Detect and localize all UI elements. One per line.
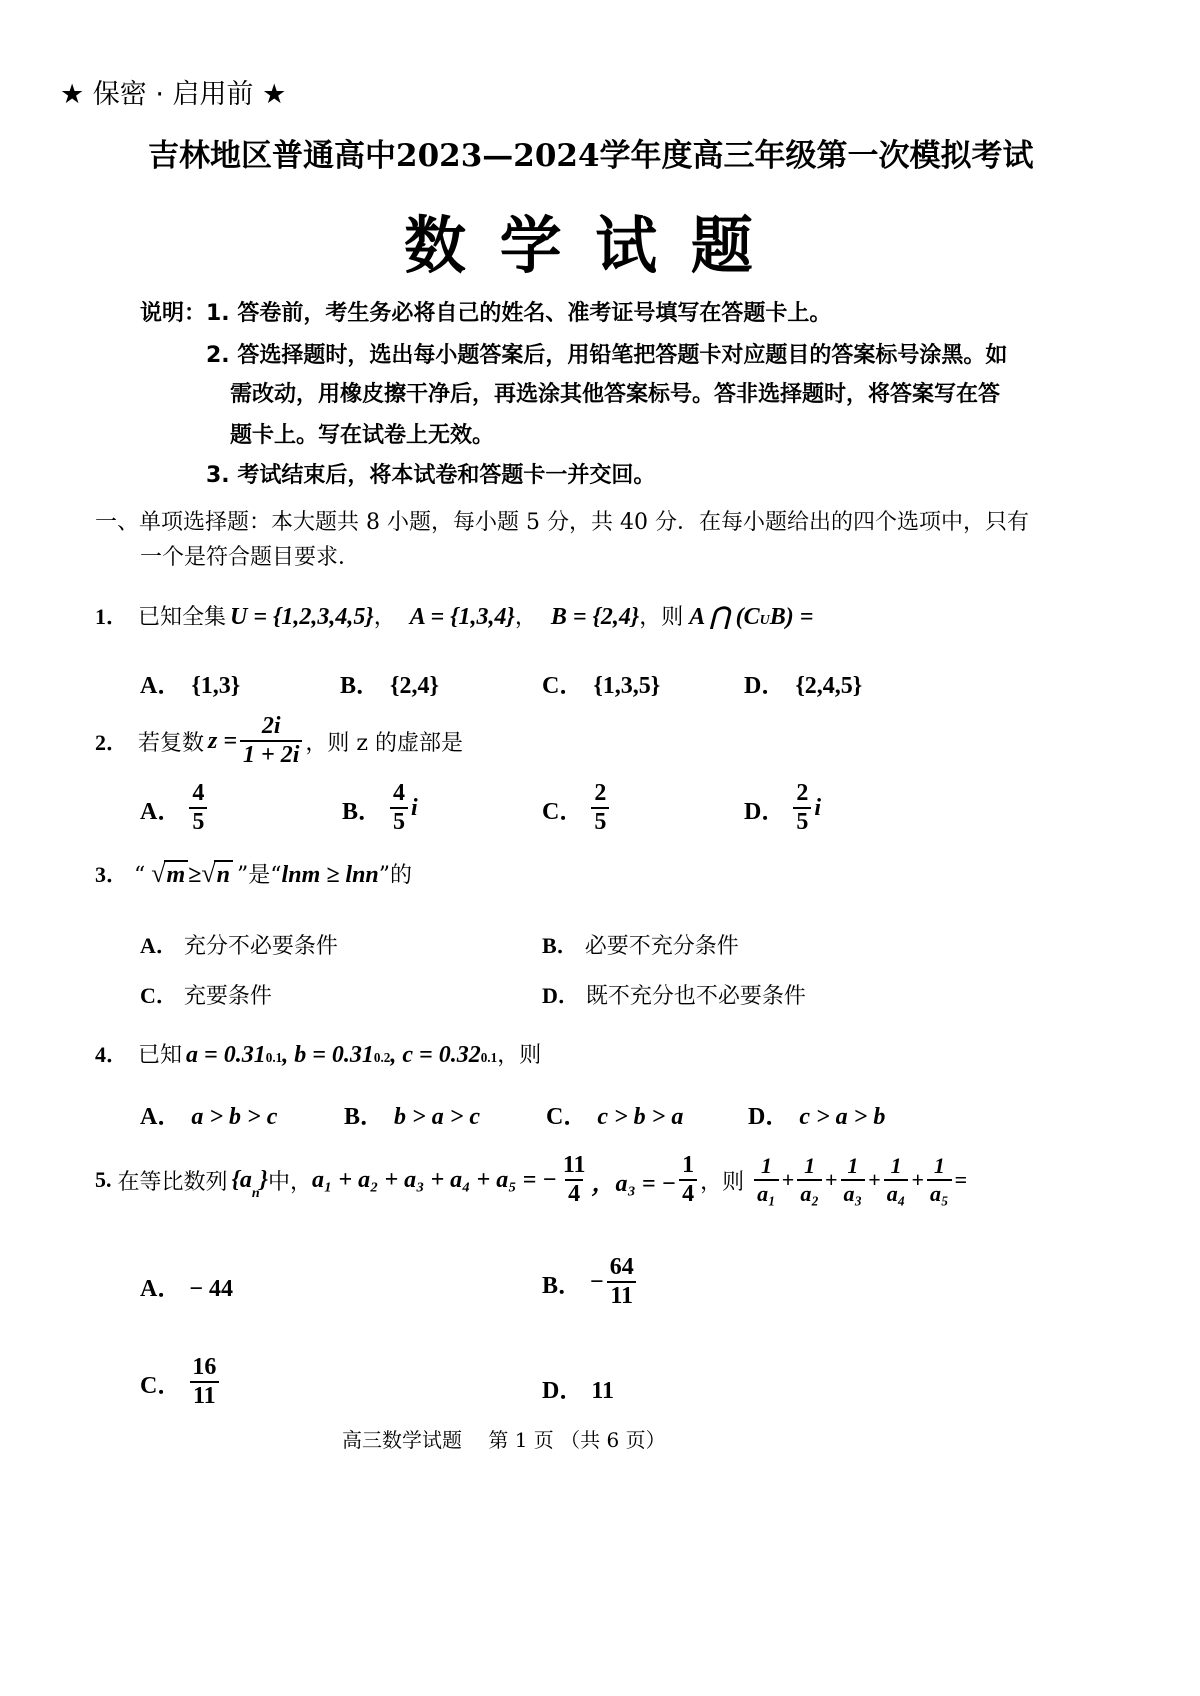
option-label: C． (542, 673, 584, 699)
option-value: 充要条件 (183, 984, 272, 1009)
option-label: D． (744, 673, 786, 699)
math-expr: , b = 0.31 (282, 1042, 374, 1068)
numerator: 2 (594, 780, 607, 806)
numerator: 16 (192, 1354, 217, 1380)
option-d (542, 1370, 614, 1405)
instructions-label: 说明： (140, 301, 207, 326)
option-value: − 44 (189, 1276, 234, 1302)
imaginary-unit: i (411, 794, 418, 821)
option-value: 充分不必要条件 (183, 934, 338, 959)
math-expr: a₁ + a₂ + a₃ + a₄ + a₅ = − (312, 1166, 557, 1193)
fraction (390, 780, 408, 836)
subject-title: 数 学 试 题 (404, 209, 759, 282)
option-value: {1,3,5} (593, 673, 661, 699)
numerator: 4 (393, 780, 406, 806)
question-5 (95, 1152, 967, 1208)
question-text: 若复数 (138, 730, 205, 756)
option-a (140, 780, 210, 836)
fraction (927, 1153, 952, 1207)
option-label: D． (542, 983, 580, 1008)
math-expr: U = {1,2,3,4,5} (230, 604, 374, 630)
question-4 (95, 1038, 541, 1069)
fraction (793, 780, 811, 836)
instruction-2-cont: 需改动，用橡皮擦干净后，再选涂其他答案标号。答非选择题时，将答案写在答 (230, 382, 1001, 407)
numerator: 1 (890, 1153, 902, 1178)
option-label: C． (140, 1372, 182, 1399)
denominator: 11 (190, 1381, 219, 1410)
quote-mark: “ (134, 863, 146, 888)
minus-sign: − (590, 1268, 604, 1295)
denominator: 5 (189, 807, 207, 836)
plus-sign: + (781, 1167, 795, 1192)
option-d (748, 1096, 885, 1131)
math-expr: n (214, 860, 233, 889)
question-text: ，则 (497, 1043, 542, 1068)
fraction (607, 1254, 637, 1310)
imaginary-unit: i (814, 794, 822, 821)
exponent: 0.2 (373, 1050, 391, 1065)
option-c (546, 1096, 683, 1131)
option-value: 必要不充分条件 (584, 934, 739, 959)
question-3 (95, 858, 412, 889)
option-a (140, 929, 338, 960)
exponent: 0.1 (480, 1050, 498, 1065)
numerator: 11 (562, 1152, 586, 1178)
option-b (340, 665, 439, 700)
option-value: c > b > a (597, 1104, 684, 1130)
option-label: A． (140, 933, 178, 958)
option-label: A． (140, 1104, 182, 1130)
question-text: 已知 (138, 1043, 183, 1068)
option-label: B． (340, 673, 381, 699)
option-c (542, 665, 660, 700)
numerator: 2i (261, 713, 281, 739)
option-label: D． (744, 798, 786, 825)
section-heading: 一、单项选择题：本大题共 8 小题，每小题 5 分，共 40 分．在每小题给出的四个选项中，只有 (95, 510, 1029, 535)
denominator: 4 (565, 1179, 583, 1208)
math-expr: m (164, 860, 189, 889)
separator: ， (373, 605, 396, 630)
option-label: A． (140, 1276, 182, 1302)
option-a (140, 1268, 233, 1303)
math-expr: ≥ (188, 862, 202, 888)
numerator: 1 (933, 1153, 945, 1178)
fraction (189, 1354, 219, 1410)
separator: ， (639, 605, 662, 630)
option-value: {2,4} (390, 673, 439, 699)
denominator: 4 (679, 1179, 697, 1208)
math-expr: z = (208, 727, 238, 754)
question-text: 中， (268, 1169, 313, 1195)
option-value: a > b > c (191, 1104, 278, 1130)
math-expr: A ⋂ (C (689, 604, 760, 630)
quote-mark: “ (270, 863, 282, 888)
fraction (240, 713, 302, 769)
denominator: a₂ (797, 1179, 822, 1207)
denominator: a₅ (927, 1179, 952, 1207)
math-subscript: U (759, 613, 770, 628)
question-text: 在等比数列 (117, 1169, 228, 1195)
question-number: 3． (95, 862, 129, 887)
fraction (841, 1153, 866, 1207)
denominator: 5 (390, 807, 408, 836)
option-b (542, 1254, 640, 1310)
separator: ， (514, 605, 537, 630)
math-expr: ，a₃ = − (591, 1170, 677, 1197)
instruction-1: 1. 答卷前，考生务必将自己的姓名、准考证号填写在答题卡上。 (206, 301, 832, 326)
numerator: 1 (847, 1153, 859, 1178)
option-d (542, 979, 806, 1010)
option-value: 既不充分也不必要条件 (585, 984, 806, 1009)
option-value: b > a > c (394, 1104, 481, 1130)
option-label: B． (344, 1104, 385, 1130)
sqrt-sign: √ (151, 859, 166, 888)
plus-sign: + (911, 1167, 924, 1192)
math-expr: } (259, 1166, 269, 1193)
numerator: 64 (609, 1254, 634, 1280)
option-value: {1,3} (191, 673, 241, 699)
option-label: D． (542, 1378, 584, 1404)
question-text: 已知全集 (138, 605, 227, 630)
equals-sign: = (954, 1167, 968, 1192)
fraction (797, 1153, 822, 1207)
denominator: 1 + 2i (240, 740, 302, 769)
question-text: 的 (390, 863, 413, 888)
option-a (140, 1096, 277, 1131)
denominator: a₄ (884, 1179, 909, 1207)
option-label: A． (140, 673, 182, 699)
option-label: C． (542, 798, 584, 825)
math-subscript: n (251, 1186, 260, 1201)
instruction-3: 3. 考试结束后，将本试卷和答题卡一并交回。 (206, 463, 656, 488)
plus-sign: + (825, 1167, 838, 1192)
option-c (140, 1354, 222, 1410)
option-d (744, 780, 821, 836)
sqrt-sign: √ (201, 859, 216, 888)
page-footer: 高三数学试题 第 1 页 （共 6 页） (342, 1428, 666, 1452)
fraction (591, 780, 609, 836)
math-expr: B = {2,4} (550, 604, 640, 630)
option-label: B． (542, 933, 579, 958)
option-label: D． (748, 1104, 790, 1130)
option-label: C． (140, 983, 178, 1008)
question-1 (95, 600, 813, 631)
fraction (189, 780, 207, 836)
instruction-2: 2. 答选择题时，选出每小题答案后，用铅笔把答题卡对应题目的答案标号涂黑。如 (206, 343, 1008, 368)
exponent: 0.1 (265, 1050, 283, 1065)
option-b (542, 929, 739, 960)
quote-mark: ” (378, 863, 391, 888)
math-expr: , c = 0.32 (390, 1042, 481, 1068)
question-text: ，则 z 的虚部是 (305, 730, 463, 756)
question-text: 则 (661, 605, 684, 630)
fraction (754, 1153, 779, 1207)
math-expr: lnm ≥ lnn (281, 862, 379, 888)
quote-mark: ” (237, 863, 249, 888)
section-heading-cont: 一个是符合题目要求． (140, 545, 361, 570)
option-b (342, 780, 418, 836)
math-expr: A = {1,3,4} (409, 604, 515, 630)
math-expr: a = 0.31 (186, 1042, 266, 1068)
numerator: 2 (796, 780, 809, 806)
confidential-mark: ★ 保密 · 启用前 ★ (60, 79, 287, 110)
question-number: 2． (95, 729, 129, 755)
numerator: 1 (804, 1153, 816, 1178)
fraction (560, 1152, 589, 1208)
option-b (344, 1096, 480, 1131)
question-text: ，则 (700, 1169, 745, 1195)
option-label: B． (342, 798, 383, 825)
question-number: 5. (95, 1167, 112, 1192)
question-number: 4． (95, 1042, 129, 1067)
option-label: A． (140, 798, 182, 825)
math-expr: {a (231, 1166, 252, 1193)
numerator: 1 (760, 1153, 772, 1178)
option-label: C． (546, 1104, 588, 1130)
exam-title: 吉林地区普通高中2023—2024学年度高三年级第一次模拟考试 (148, 138, 1034, 174)
option-c (140, 979, 272, 1010)
option-c (542, 780, 612, 836)
fraction (679, 1152, 697, 1208)
option-a (140, 665, 240, 700)
fraction (884, 1153, 909, 1207)
math-expr: B) = (769, 604, 814, 630)
option-value: c > a > b (799, 1104, 886, 1130)
option-value: 11 (591, 1378, 615, 1404)
plus-sign: + (868, 1167, 881, 1192)
numerator: 1 (682, 1152, 695, 1178)
denominator: 5 (591, 807, 609, 836)
option-d (744, 665, 862, 700)
denominator: 5 (793, 807, 811, 836)
instruction-2-cont2: 题卡上。写在试卷上无效。 (230, 423, 495, 448)
numerator: 4 (192, 780, 205, 806)
question-2 (95, 713, 463, 769)
denominator: a₁ (754, 1179, 779, 1207)
question-number: 1． (95, 604, 129, 629)
question-text: 是 (248, 863, 271, 888)
option-value: {2,4,5} (795, 673, 863, 699)
denominator: a₃ (841, 1179, 866, 1207)
option-label: B． (542, 1272, 583, 1299)
denominator: 11 (607, 1281, 636, 1310)
